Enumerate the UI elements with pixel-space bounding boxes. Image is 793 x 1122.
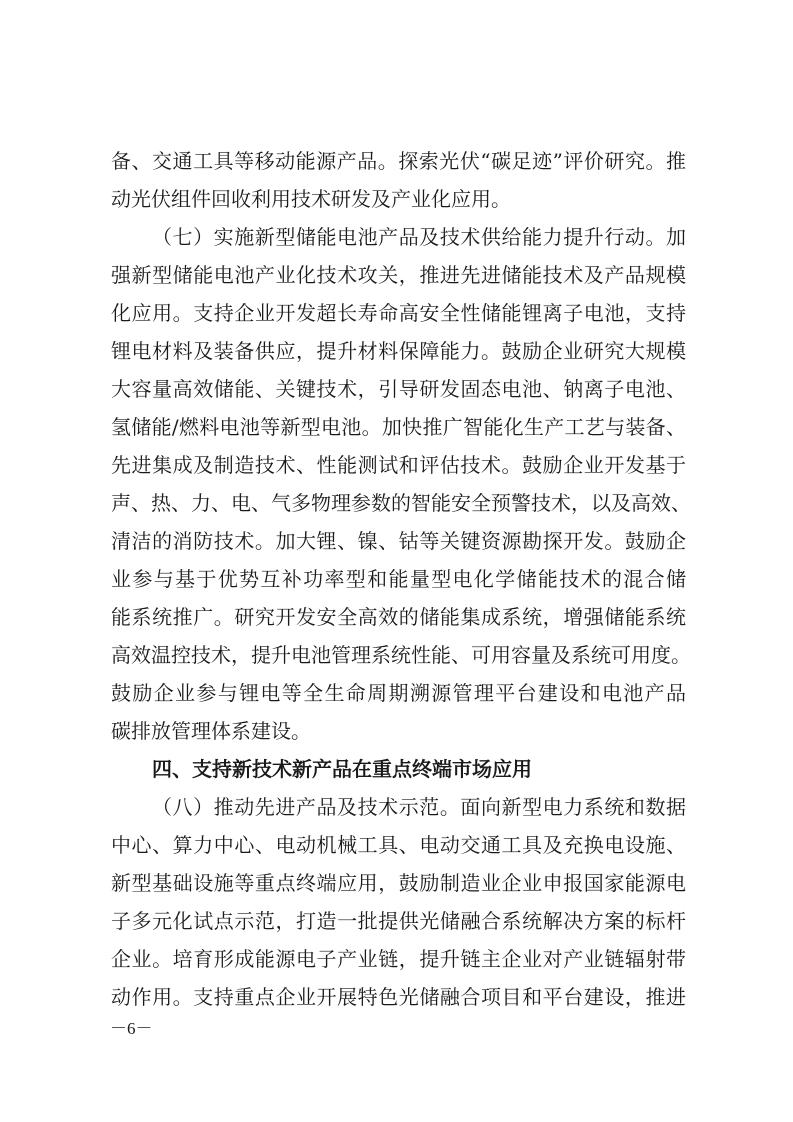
text-line: 备、交通工具等移动能源产品。探索光伏“碳足迹”评价研究。推 (111, 149, 686, 173)
document-body (111, 142, 691, 1016)
text-line: 动作用。支持重点企业开展特色光储融合项目和平台建设，推进 (111, 985, 686, 1009)
page-number: －6－ (110, 1019, 153, 1038)
section-7-first-line (111, 218, 686, 256)
text-line: 高效温控技术，提升电池管理系统性能、可用容量及系统可用度。 (111, 643, 691, 667)
text-line: 企业。培育形成能源电子产业链，提升链主企业对产业链辐射带 (111, 947, 686, 971)
section-8-title: （八）推动先进产品及技术示范。 (152, 795, 461, 819)
text-line: 子多元化试点示范，打造一批提供光储融合系统解决方案的标杆 (111, 909, 686, 933)
text-line: 业参与基于优势互补功率型和能量型电化学储能技术的混合储 (111, 567, 686, 591)
text-line: 声、热、力、电、气多物理参数的智能安全预警技术，以及高效、 (111, 491, 691, 515)
text-line: 氢储能/燃料电池等新型电池。加快推广智能化生产工艺与装备、 (111, 415, 686, 439)
section-7-title: （七）实施新型储能电池产品及技术供给能力提升行动。 (152, 225, 666, 249)
text-span: 加 (666, 225, 686, 249)
text-line: 强新型储能电池产业化技术攻关，推进先进储能技术及产品规模 (111, 263, 686, 287)
text-span: 面向新型电力系统和数据 (460, 795, 687, 819)
text-line: 能系统推广。研究开发安全高效的储能集成系统，增强储能系统 (111, 605, 686, 629)
text-line: 新型基础设施等重点终端应用，鼓励制造业企业申报国家能源电 (111, 871, 686, 895)
text-line: 中心、算力中心、电动机械工具、电动交通工具及充换电设施、 (111, 833, 686, 857)
text-line: 清洁的消防技术。加大锂、镍、钴等关键资源勘探开发。鼓励企 (111, 529, 686, 553)
text-line: 化应用。支持企业开发超长寿命高安全性储能锂离子电池，支持 (111, 301, 686, 325)
text-line: 锂电材料及装备供应，提升材料保障能力。鼓励企业研究大规模 (111, 339, 686, 363)
text-line: 鼓励企业参与锂电等全生命周期溯源管理平台建设和电池产品 (111, 681, 686, 705)
text-line: 先进集成及制造技术、性能测试和评估技术。鼓励企业开发基于 (111, 453, 686, 477)
section-8-first-line (111, 788, 686, 826)
section-heading-4: 四、支持新技术新产品在重点终端市场应用 (152, 757, 532, 781)
text-line: 碳排放管理体系建设。 (111, 719, 311, 743)
text-line: 大容量高效储能、关键技术，引导研发固态电池、钠离子电池、 (111, 377, 686, 401)
text-line: 动光伏组件回收利用技术研发及产业化应用。 (111, 187, 511, 211)
